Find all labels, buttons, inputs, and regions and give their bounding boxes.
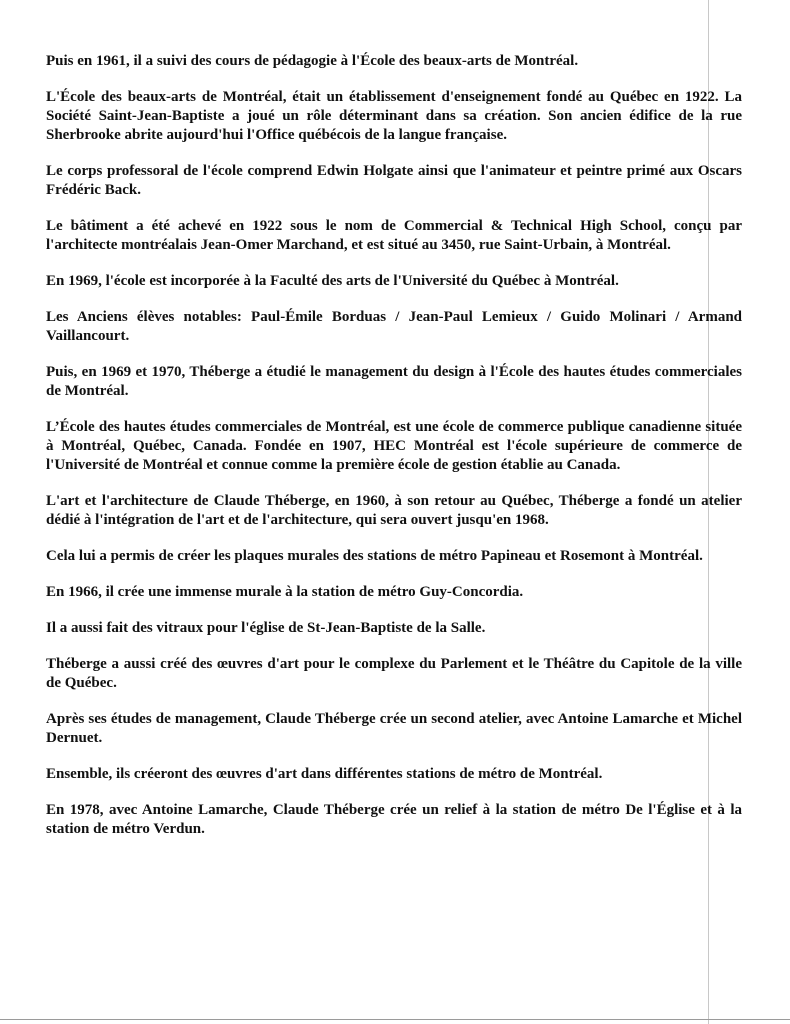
paragraph-16: En 1978, avec Antoine Lamarche, Claude Théberge crée un relief à la station de métro De l'Église et à la station de métro Verdun.	[46, 802, 742, 837]
paragraph-10: Cela lui a permis de créer les plaques murales des stations de métro Papineau et Rosemont à Montréal.	[46, 548, 703, 564]
paragraph-6: Les Anciens élèves notables: Paul-Émile Borduas / Jean-Paul Lemieux / Guido Molinari / Armand Vaillancourt.	[46, 309, 742, 344]
paragraph-13: Théberge a aussi créé des œuvres d'art pour le complexe du Parlement et le Théâtre du Capitole de la ville de Québec.	[46, 656, 742, 691]
paragraph-11: En 1966, il crée une immense murale à la station de métro Guy-Concordia.	[46, 584, 524, 600]
paragraph-3: Le corps professoral de l'école comprend Edwin Holgate ainsi que l'animateur et peintre primé aux Oscars Frédéric Back.	[46, 163, 742, 198]
paragraph-15: Ensemble, ils créeront des œuvres d'art dans différentes stations de métro de Montréal.	[46, 766, 603, 782]
paragraph-8: L’École des hautes études commerciales de Montréal, est une école de commerce publique canadienne située à Montréal, Québec, Canada. Fondée en 1907, HEC Montréal est l'école supérieure de commerce de l'Université de Montréal et connue comme la première école de gestion établie au Canada.	[46, 419, 742, 473]
document-body	[46, 52, 742, 856]
paragraph-5: En 1969, l'école est incorporée à la Faculté des arts de l'Université du Québec à Montréal.	[46, 273, 619, 289]
paragraph-12: Il a aussi fait des vitraux pour l'église de St-Jean-Baptiste de la Salle.	[46, 620, 486, 636]
paragraph-4: Le bâtiment a été achevé en 1922 sous le nom de Commercial & Technical High School, conçu par l'architecte montréalais Jean-Omer Marchand, et est situé au 3450, rue Saint-Urbain, à Montréal.	[46, 218, 742, 253]
paragraph-7: Puis, en 1969 et 1970, Théberge a étudié le management du design à l'École des hautes études commerciales de Montréal.	[46, 364, 742, 399]
paragraph-1: Puis en 1961, il a suivi des cours de pédagogie à l'École des beaux-arts de Montréal.	[46, 53, 579, 69]
paragraph-2: L'École des beaux-arts de Montréal, était un établissement d'enseignement fondé au Québec en 1922. La Société Saint-Jean-Baptiste a joué un rôle déterminant dans sa création. Son ancien édifice de la rue Sherbrooke abrite aujourd'hui l'Office québécois de la langue française.	[46, 89, 742, 143]
page-bottom-edge	[0, 1019, 790, 1020]
paragraph-9: L'art et l'architecture de Claude Théberge, en 1960, à son retour au Québec, Théberge a fondé un atelier dédié à l'intégration de l'art et de l'architecture, qui sera ouvert jusqu'en 1968.	[46, 493, 742, 528]
paragraph-14: Après ses études de management, Claude Théberge crée un second atelier, avec Antoine Lamarche et Michel Dernuet.	[46, 711, 742, 746]
